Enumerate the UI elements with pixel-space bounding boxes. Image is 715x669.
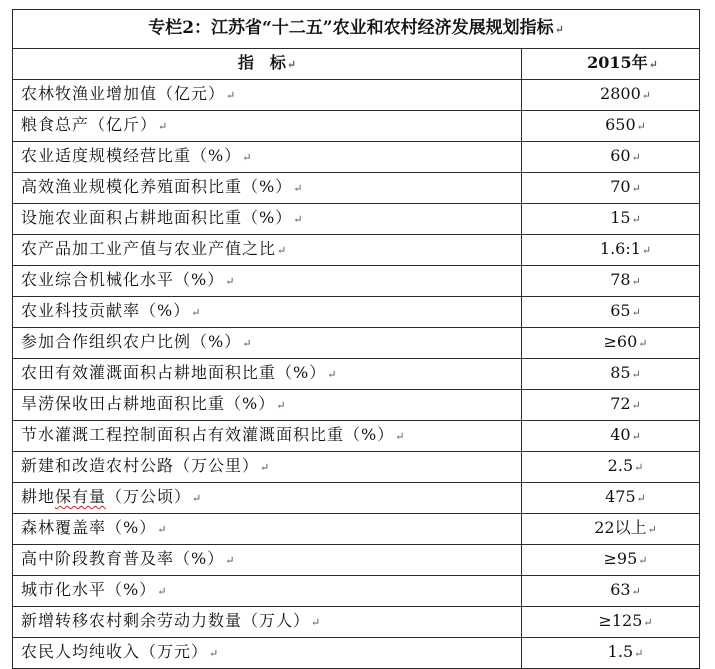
indicator-name: 农业综合机械化水平（%） xyxy=(21,270,225,289)
indicator-value-cell xyxy=(522,638,700,669)
indicator-name-cell xyxy=(13,390,522,421)
paragraph-mark-icon: ↵ xyxy=(636,492,646,505)
indicator-value: 2.5 xyxy=(607,456,634,475)
indicator-name-cell xyxy=(13,204,522,235)
table-row xyxy=(13,483,700,514)
table-row xyxy=(13,142,700,173)
paragraph-mark-icon: ↵ xyxy=(191,306,201,319)
indicator-value: 85 xyxy=(610,363,631,382)
indicator-name: 农业科技贡献率（%） xyxy=(21,301,191,320)
indicator-name-cell xyxy=(13,421,522,452)
indicator-name-part: 耕地 xyxy=(21,487,56,506)
table-row xyxy=(13,80,700,111)
indicator-value: 78 xyxy=(610,270,631,289)
indicator-value-cell xyxy=(522,483,700,514)
paragraph-mark-icon: ↵ xyxy=(226,89,236,102)
indicator-value-cell xyxy=(522,297,700,328)
indicator-name: 高效渔业规模化养殖面积比重（%） xyxy=(21,177,293,196)
indicator-value-cell xyxy=(522,421,700,452)
indicator-value: 650 xyxy=(605,115,636,134)
paragraph-mark-icon: ↵ xyxy=(636,120,646,133)
paragraph-mark-icon: ↵ xyxy=(327,368,337,381)
paragraph-mark-icon: ↵ xyxy=(638,554,648,567)
indicator-value: 1.5 xyxy=(607,642,634,661)
table-row xyxy=(13,328,700,359)
indicator-value-cell xyxy=(522,514,700,545)
indicator-value-cell xyxy=(522,266,700,297)
table-row xyxy=(13,545,700,576)
table-row xyxy=(13,235,700,266)
indicator-name-cell xyxy=(13,545,522,576)
indicator-name-cell xyxy=(13,638,522,669)
paragraph-mark-icon: ↵ xyxy=(631,399,641,412)
paragraph-mark-icon: ↵ xyxy=(631,151,641,164)
indicator-value: 22以上 xyxy=(594,518,647,537)
indicator-name: 农业适度规模经营比重（%） xyxy=(21,146,242,165)
paragraph-mark-icon: ↵ xyxy=(260,461,270,474)
indicator-value-cell xyxy=(522,235,700,266)
year-header-cell xyxy=(522,49,700,80)
indicator-name-cell xyxy=(13,359,522,390)
table-title: 专栏2：江苏省“十二五”农业和农村经济发展规划指标 xyxy=(148,18,554,38)
indicator-name: 农田有效灌溉面积占耕地面积比重（%） xyxy=(21,363,327,382)
year-header: 2015年 xyxy=(587,53,648,72)
indicator-value: 70 xyxy=(610,177,631,196)
paragraph-mark-icon: ↵ xyxy=(641,89,651,102)
indicator-name-cell xyxy=(13,235,522,266)
table-row xyxy=(13,390,700,421)
paragraph-mark-icon: ↵ xyxy=(225,554,235,567)
paragraph-mark-icon: ↵ xyxy=(631,585,641,598)
indicator-name: 旱涝保收田占耕地面积比重（%） xyxy=(21,394,276,413)
paragraph-mark-icon: ↵ xyxy=(631,368,641,381)
indicator-name-part: 保有量 xyxy=(55,487,107,506)
paragraph-mark-icon: ↵ xyxy=(242,151,252,164)
table-row xyxy=(13,297,700,328)
table-row xyxy=(13,204,700,235)
indicator-name-cell xyxy=(13,266,522,297)
indicator-value: ≥125 xyxy=(598,611,643,630)
paragraph-mark-icon: ↵ xyxy=(634,461,644,474)
paragraph-mark-icon: ↵ xyxy=(276,399,286,412)
table-row xyxy=(13,173,700,204)
indicator-name-part: （万公顷） xyxy=(106,487,192,506)
indicator-name-cell xyxy=(13,576,522,607)
indicator-value-cell xyxy=(522,390,700,421)
table-row xyxy=(13,111,700,142)
table-row xyxy=(13,638,700,669)
indicator-value: ≥60 xyxy=(603,332,638,351)
indicator-name-cell xyxy=(13,80,522,111)
paragraph-mark-icon: ↵ xyxy=(293,182,303,195)
indicator-value: 15 xyxy=(610,208,631,227)
paragraph-mark-icon: ↵ xyxy=(647,523,657,536)
indicator-name: 新增转移农村剩余劳动力数量（万人） xyxy=(21,611,311,630)
indicator-value-cell xyxy=(522,80,700,111)
indicator-value-cell xyxy=(522,607,700,638)
paragraph-mark-icon: ↵ xyxy=(638,337,648,350)
indicator-value-cell xyxy=(522,173,700,204)
indicator-table xyxy=(12,9,700,669)
indicator-value: 40 xyxy=(610,425,631,444)
indicator-value: 2800 xyxy=(600,84,641,103)
table-row xyxy=(13,359,700,390)
paragraph-mark-icon: ↵ xyxy=(631,213,641,226)
paragraph-mark-icon: ↵ xyxy=(157,585,167,598)
indicator-name: 高中阶段教育普及率（%） xyxy=(21,549,225,568)
table-title-cell xyxy=(13,10,700,49)
indicator-name: 参加合作组织农户比例（%） xyxy=(21,332,242,351)
table-row xyxy=(13,421,700,452)
indicator-rows xyxy=(13,80,700,669)
indicator-value: 63 xyxy=(610,580,631,599)
indicator-name: 设施农业面积占耕地面积比重（%） xyxy=(21,208,293,227)
paragraph-mark-icon: ↵ xyxy=(641,244,652,257)
paragraph-mark-icon: ↵ xyxy=(158,120,168,133)
indicator-name: 新建和改造农村公路（万公里） xyxy=(21,456,260,475)
paragraph-mark-icon: ↵ xyxy=(157,523,167,536)
indicator-name: 农产品加工业产值与农业产值之比 xyxy=(21,239,277,258)
header-row xyxy=(13,49,700,80)
paragraph-mark-icon: ↵ xyxy=(293,213,303,226)
indicator-header-cell xyxy=(13,49,522,80)
paragraph-mark-icon: ↵ xyxy=(631,275,641,288)
indicator-name-cell xyxy=(13,452,522,483)
title-row xyxy=(13,10,700,49)
indicator-name-cell xyxy=(13,173,522,204)
paragraph-mark-icon: ↵ xyxy=(286,58,297,71)
indicator-name: 粮食总产（亿斤） xyxy=(21,115,158,134)
paragraph-mark-icon: ↵ xyxy=(648,58,658,71)
indicator-name-cell xyxy=(13,483,522,514)
indicator-name-cell xyxy=(13,607,522,638)
indicator-value-cell xyxy=(522,359,700,390)
paragraph-mark-icon: ↵ xyxy=(192,492,202,505)
table-row xyxy=(13,607,700,638)
indicator-name-cell xyxy=(13,514,522,545)
paragraph-mark-icon: ↵ xyxy=(225,275,235,288)
indicator-value-cell xyxy=(522,204,700,235)
table-row xyxy=(13,514,700,545)
indicator-value: ≥95 xyxy=(603,549,638,568)
indicator-header: 指 标 xyxy=(237,53,286,72)
indicator-value-cell xyxy=(522,576,700,607)
table-row xyxy=(13,576,700,607)
indicator-value-cell xyxy=(522,452,700,483)
indicator-value-cell xyxy=(522,111,700,142)
paragraph-mark-icon: ↵ xyxy=(209,647,219,660)
indicator-name: 森林覆盖率（%） xyxy=(21,518,157,537)
indicator-name-cell xyxy=(13,142,522,173)
indicator-name-cell xyxy=(13,328,522,359)
paragraph-mark-icon: ↵ xyxy=(643,616,653,629)
indicator-value: 65 xyxy=(610,301,631,320)
paragraph-mark-icon: ↵ xyxy=(277,244,287,257)
paragraph-mark-icon: ↵ xyxy=(634,647,644,660)
indicator-value-cell xyxy=(522,328,700,359)
paragraph-mark-icon: ↵ xyxy=(631,430,641,443)
indicator-name-cell xyxy=(13,111,522,142)
indicator-value-cell xyxy=(522,545,700,576)
indicator-name: 农民人均纯收入（万元） xyxy=(21,642,209,661)
indicator-name: 城市化水平（%） xyxy=(21,580,157,599)
table-row xyxy=(13,266,700,297)
indicator-value: 72 xyxy=(610,394,631,413)
indicator-value: 475 xyxy=(605,487,636,506)
paragraph-mark-icon: ↵ xyxy=(311,616,321,629)
indicator-value: 1.6:1 xyxy=(599,239,641,258)
paragraph-mark-icon: ↵ xyxy=(631,306,641,319)
indicator-value: 60 xyxy=(610,146,631,165)
paragraph-mark-icon: ↵ xyxy=(554,23,564,36)
indicator-name-cell xyxy=(13,297,522,328)
paragraph-mark-icon: ↵ xyxy=(395,430,405,443)
paragraph-mark-icon: ↵ xyxy=(242,337,252,350)
indicator-value-cell xyxy=(522,142,700,173)
table-row xyxy=(13,452,700,483)
paragraph-mark-icon: ↵ xyxy=(631,182,641,195)
indicator-name: 农林牧渔业增加值（亿元） xyxy=(21,84,226,103)
indicator-name: 节水灌溉工程控制面积占有效灌溉面积比重（%） xyxy=(21,425,395,444)
